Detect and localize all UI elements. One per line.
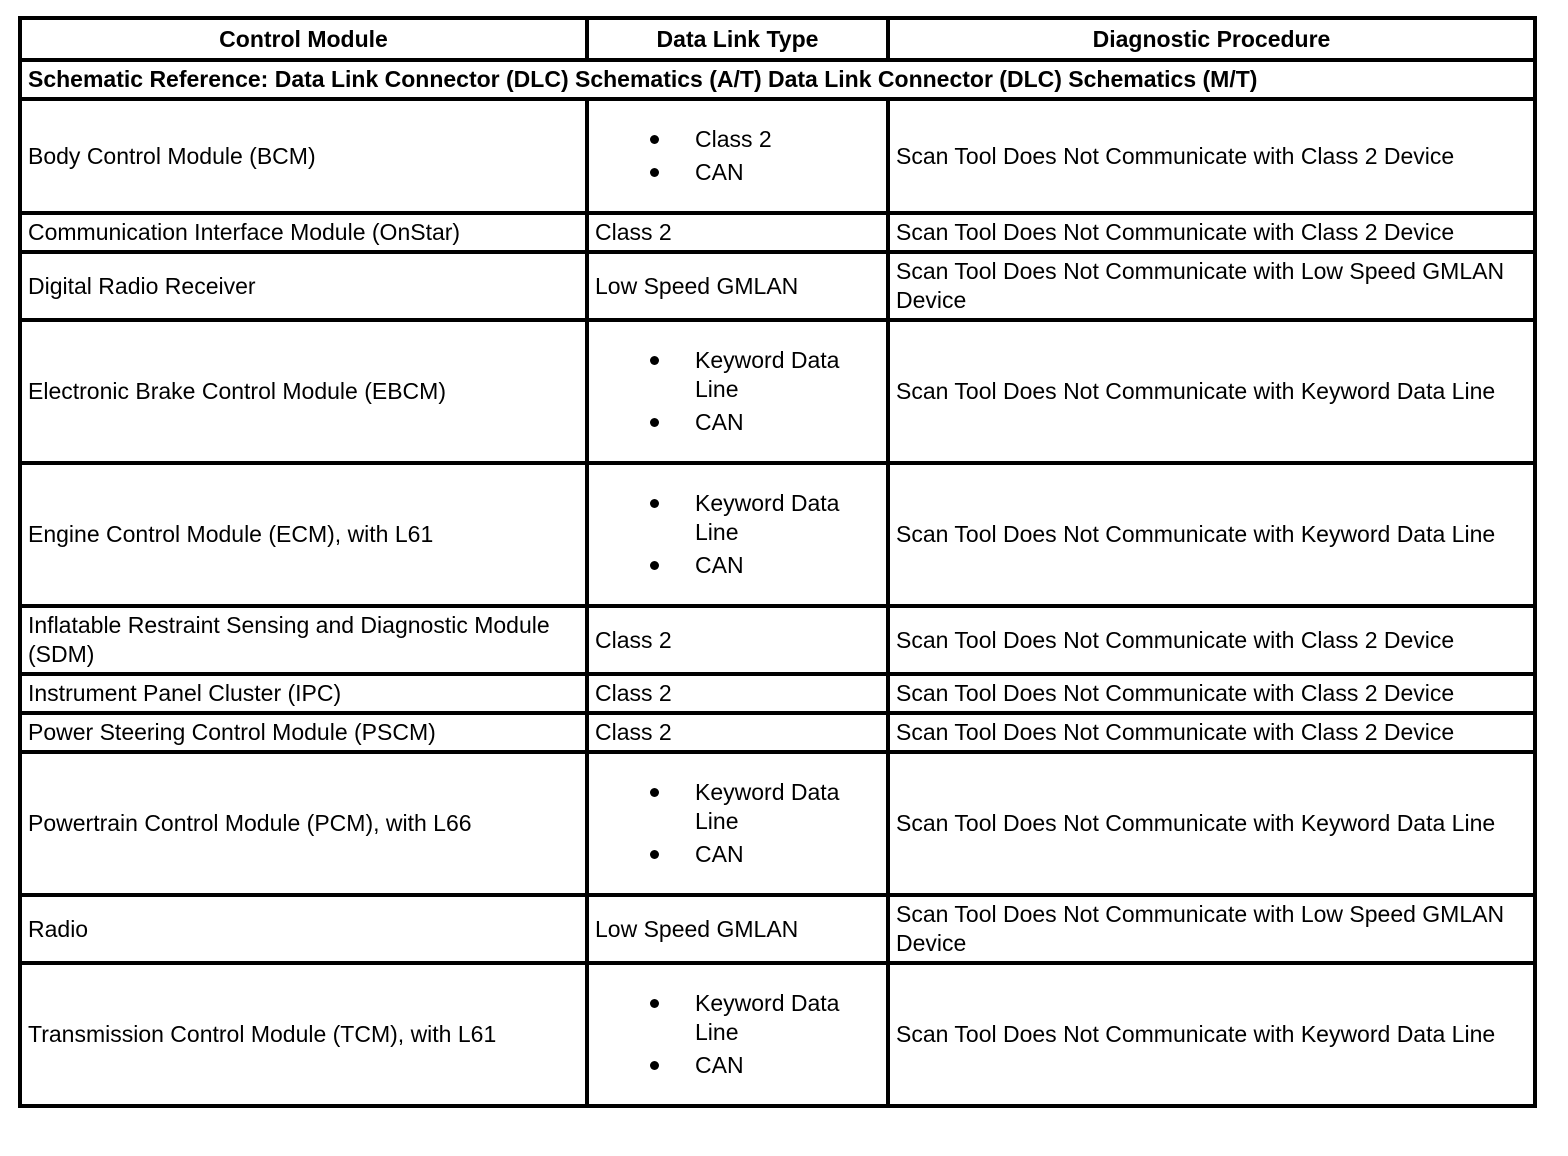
module-cell: Radio — [20, 895, 587, 963]
column-header-data-link-type: Data Link Type — [587, 18, 888, 60]
link-type-cell: Class 2 — [587, 674, 888, 713]
link-type-list — [595, 489, 880, 580]
table-row — [20, 752, 1535, 895]
link-type-item: CAN — [595, 551, 880, 580]
procedure-link[interactable]: Scan Tool Does Not Communicate with Keyword Data Line — [888, 320, 1535, 463]
procedure-link[interactable]: Scan Tool Does Not Communicate with Class 2 Device — [888, 606, 1535, 674]
procedure-link[interactable]: Scan Tool Does Not Communicate with Keyword Data Line — [888, 752, 1535, 895]
table-row — [20, 252, 1535, 320]
module-cell: Powertrain Control Module (PCM), with L66 — [20, 752, 587, 895]
link-type-item: CAN — [595, 408, 880, 437]
table-row — [20, 963, 1535, 1106]
module-cell: Body Control Module (BCM) — [20, 99, 587, 213]
module-table — [18, 16, 1537, 1108]
module-cell: Communication Interface Module (OnStar) — [20, 213, 587, 252]
module-cell: Digital Radio Receiver — [20, 252, 587, 320]
column-header-control-module: Control Module — [20, 18, 587, 60]
module-cell: Engine Control Module (ECM), with L61 — [20, 463, 587, 606]
procedure-link[interactable]: Scan Tool Does Not Communicate with Class 2 Device — [888, 213, 1535, 252]
link-type-cell — [587, 463, 888, 606]
link-type-list — [595, 989, 880, 1080]
link-type-cell — [587, 320, 888, 463]
procedure-link[interactable]: Scan Tool Does Not Communicate with Class 2 Device — [888, 99, 1535, 213]
table-row — [20, 463, 1535, 606]
module-cell: Power Steering Control Module (PSCM) — [20, 713, 587, 752]
link-type-item: CAN — [595, 840, 880, 869]
link-type-item: Keyword Data Line — [595, 778, 880, 836]
module-cell: Electronic Brake Control Module (EBCM) — [20, 320, 587, 463]
link-type-cell: Class 2 — [587, 213, 888, 252]
column-header-diagnostic-procedure: Diagnostic Procedure — [888, 18, 1535, 60]
link-type-cell — [587, 99, 888, 213]
procedure-link[interactable]: Scan Tool Does Not Communicate with Low Speed GMLAN Device — [888, 252, 1535, 320]
link-type-list — [595, 125, 880, 187]
procedure-link[interactable]: Scan Tool Does Not Communicate with Low Speed GMLAN Device — [888, 895, 1535, 963]
table-row — [20, 713, 1535, 752]
link-type-cell — [587, 752, 888, 895]
subheader-row — [20, 60, 1535, 99]
table-row — [20, 213, 1535, 252]
module-cell: Transmission Control Module (TCM), with L61 — [20, 963, 587, 1106]
link-type-cell — [587, 963, 888, 1106]
schematic-reference: Schematic Reference: Data Link Connector (DLC) Schematics (A/T) Data Link Connector (DLC) Schematics (M/T) — [20, 60, 1535, 99]
link-type-item: CAN — [595, 1051, 880, 1080]
link-type-cell: Low Speed GMLAN — [587, 252, 888, 320]
procedure-link[interactable]: Scan Tool Does Not Communicate with Keyword Data Line — [888, 463, 1535, 606]
table-row — [20, 895, 1535, 963]
procedure-link[interactable]: Scan Tool Does Not Communicate with Keyword Data Line — [888, 963, 1535, 1106]
link-type-cell: Class 2 — [587, 713, 888, 752]
link-type-item: Keyword Data Line — [595, 989, 880, 1047]
link-type-list — [595, 778, 880, 869]
link-type-item: Keyword Data Line — [595, 489, 880, 547]
link-type-cell: Class 2 — [587, 606, 888, 674]
procedure-link[interactable]: Scan Tool Does Not Communicate with Class 2 Device — [888, 674, 1535, 713]
table-row — [20, 320, 1535, 463]
link-type-item: Class 2 — [595, 125, 880, 154]
module-cell: Instrument Panel Cluster (IPC) — [20, 674, 587, 713]
procedure-link[interactable]: Scan Tool Does Not Communicate with Class 2 Device — [888, 713, 1535, 752]
table-row — [20, 674, 1535, 713]
link-type-item: CAN — [595, 158, 880, 187]
table-row — [20, 606, 1535, 674]
module-cell: Inflatable Restraint Sensing and Diagnostic Module (SDM) — [20, 606, 587, 674]
link-type-cell: Low Speed GMLAN — [587, 895, 888, 963]
header-row — [20, 18, 1535, 60]
link-type-list — [595, 346, 880, 437]
table-row — [20, 99, 1535, 213]
link-type-item: Keyword Data Line — [595, 346, 880, 404]
